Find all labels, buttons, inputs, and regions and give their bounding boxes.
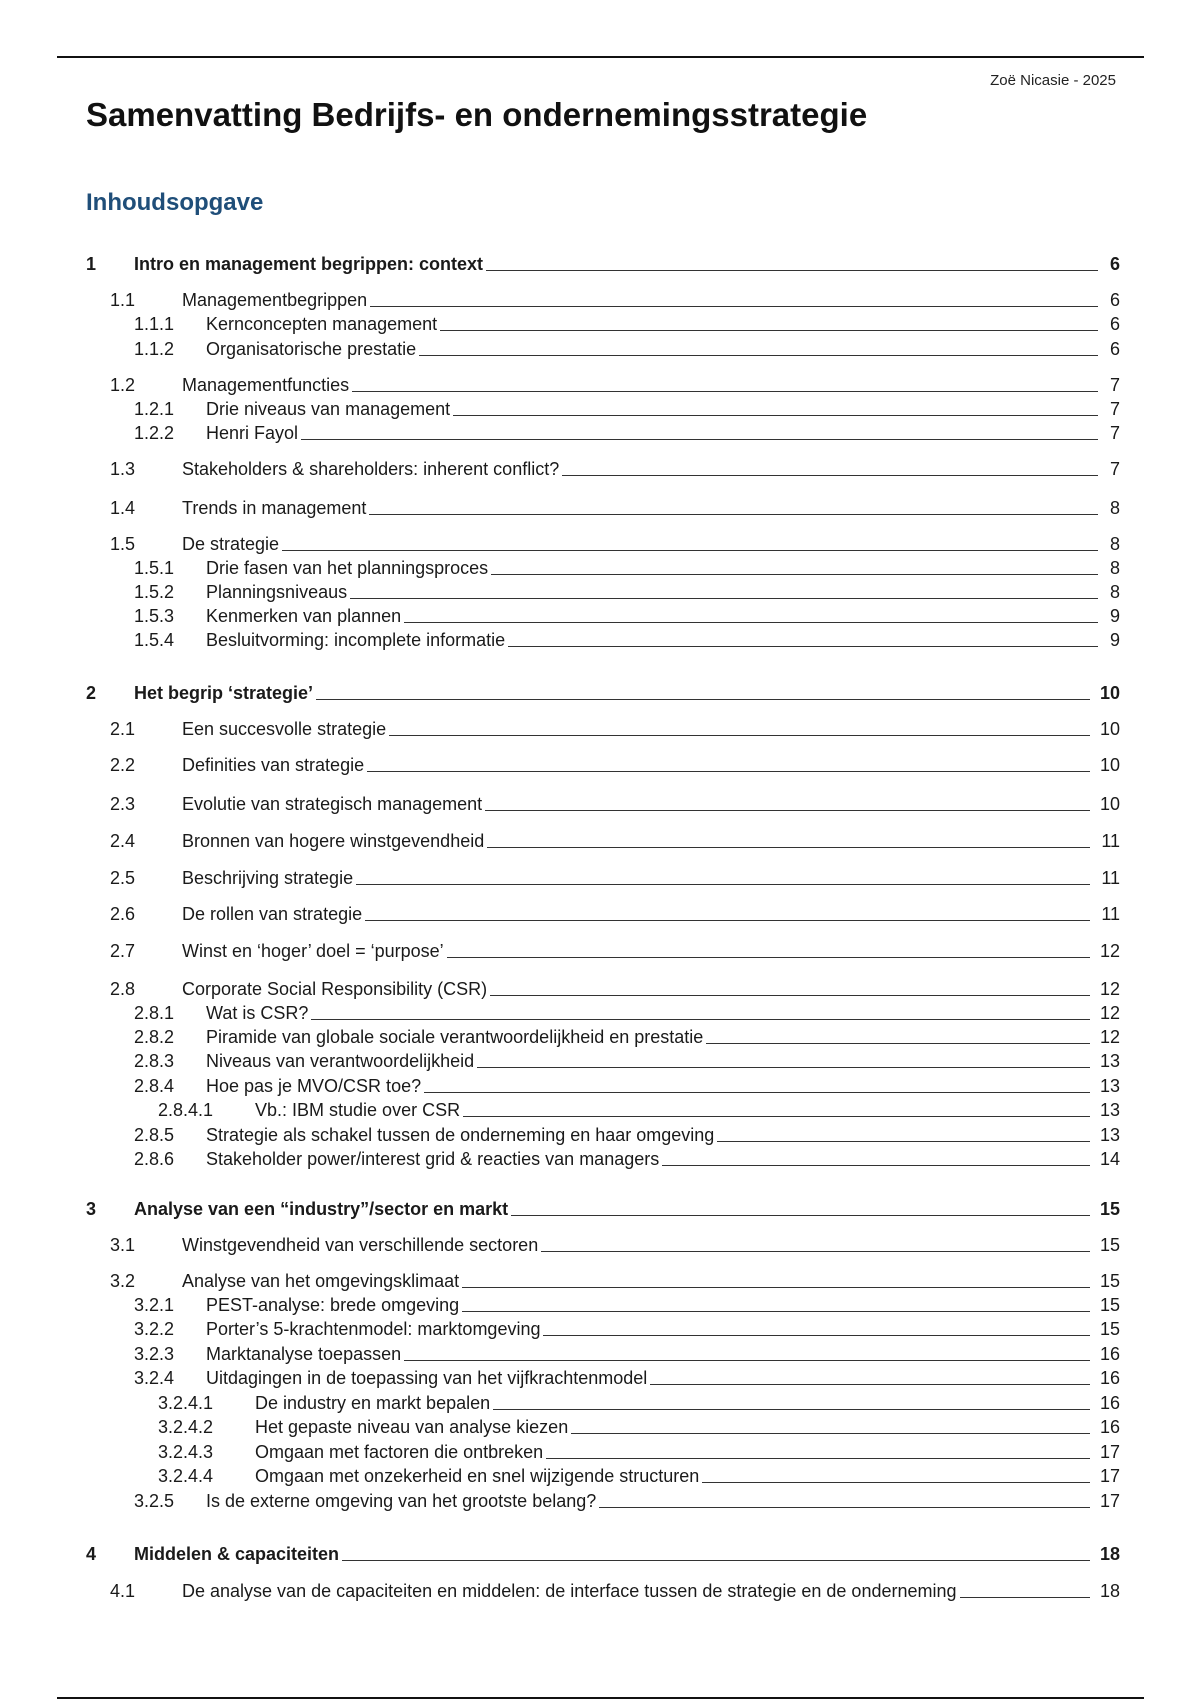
toc-entry[interactable] bbox=[0, 338, 1200, 360]
toc-entry-number: 1.5.4 bbox=[134, 630, 175, 650]
toc-entry-page: 6 bbox=[1109, 314, 1120, 334]
toc-entry[interactable] bbox=[0, 754, 1200, 776]
toc-entry[interactable] bbox=[0, 867, 1200, 889]
toc-entry[interactable] bbox=[0, 1367, 1200, 1389]
toc-entry-title: Marktanalyse toepassen bbox=[206, 1343, 404, 1365]
toc-entry[interactable] bbox=[0, 1441, 1200, 1463]
toc-entry-title: Bronnen van hogere winstgevendheid bbox=[182, 830, 487, 852]
toc-entry-title: Kenmerken van plannen bbox=[206, 605, 404, 627]
toc-entry[interactable] bbox=[0, 422, 1200, 444]
toc-entry-page: 11 bbox=[1101, 904, 1120, 924]
toc-entry-page: 16 bbox=[1099, 1368, 1120, 1388]
toc-entry-title: Winst en ‘hoger’ doel = ‘purpose’ bbox=[182, 940, 447, 962]
top-rule bbox=[57, 56, 1144, 58]
toc-entry-title: Kernconcepten management bbox=[206, 313, 440, 335]
toc-entry-number: 4.1 bbox=[110, 1581, 136, 1601]
toc-entry-page: 8 bbox=[1109, 558, 1120, 578]
toc-entry-number: 1.5.2 bbox=[134, 582, 175, 602]
toc-entry-title: Intro en management begrippen: context bbox=[134, 253, 486, 275]
toc-entry[interactable] bbox=[0, 1026, 1200, 1048]
toc-entry-number: 1.1.2 bbox=[134, 339, 175, 359]
toc-entry-page: 13 bbox=[1099, 1100, 1120, 1120]
toc-entry-title: Analyse van een “industry”/sector en markt bbox=[134, 1198, 511, 1220]
toc-entry-page: 12 bbox=[1099, 1003, 1120, 1023]
toc-entry-page: 13 bbox=[1099, 1125, 1120, 1145]
toc-entry[interactable] bbox=[0, 458, 1200, 480]
toc-entry-number: 4 bbox=[86, 1544, 97, 1564]
toc-entry-title: Stakeholder power/interest grid & reacties van managers bbox=[206, 1148, 662, 1170]
toc-entry-title: Henri Fayol bbox=[206, 422, 301, 444]
toc-entry[interactable] bbox=[0, 1416, 1200, 1438]
toc-entry-page: 14 bbox=[1099, 1149, 1120, 1169]
toc-entry-title: Omgaan met factoren die ontbreken bbox=[255, 1441, 546, 1463]
toc-entry[interactable] bbox=[0, 903, 1200, 925]
toc-entry-page: 11 bbox=[1101, 831, 1120, 851]
toc-entry-title: De analyse van de capaciteiten en middelen: de interface tussen de strategie en de onderneming bbox=[182, 1580, 960, 1602]
toc-entry-page: 7 bbox=[1109, 459, 1120, 479]
toc-entry-number: 2.8.2 bbox=[134, 1027, 175, 1047]
toc-entry-page: 7 bbox=[1109, 375, 1120, 395]
toc-entry-title: Drie niveaus van management bbox=[206, 398, 453, 420]
toc-entry-number: 1.5 bbox=[110, 534, 136, 554]
toc-entry[interactable] bbox=[0, 289, 1200, 311]
toc-entry-title: De rollen van strategie bbox=[182, 903, 365, 925]
toc-entry[interactable] bbox=[0, 557, 1200, 579]
toc-entry-page: 9 bbox=[1109, 606, 1120, 626]
toc-entry[interactable] bbox=[0, 581, 1200, 603]
toc-entry[interactable] bbox=[0, 313, 1200, 335]
toc-entry-page: 10 bbox=[1099, 683, 1120, 703]
toc-entry-title: Winstgevendheid van verschillende sectoren bbox=[182, 1234, 541, 1256]
toc-entry-page: 18 bbox=[1099, 1544, 1120, 1564]
toc-entry-title: Uitdagingen in de toepassing van het vijfkrachtenmodel bbox=[206, 1367, 650, 1389]
toc-entry-number: 1.5.1 bbox=[134, 558, 175, 578]
toc-entry-page: 17 bbox=[1099, 1442, 1120, 1462]
toc-entry[interactable] bbox=[0, 940, 1200, 962]
toc-entry[interactable] bbox=[0, 1580, 1200, 1602]
toc-entry-number: 2.7 bbox=[110, 941, 136, 961]
toc-entry-number: 3.2.2 bbox=[134, 1319, 175, 1339]
toc-entry-title: De industry en markt bepalen bbox=[255, 1392, 493, 1414]
toc-entry-title: Middelen & capaciteiten bbox=[134, 1543, 342, 1565]
toc-entry-title: Porter’s 5-krachtenmodel: marktomgeving bbox=[206, 1318, 543, 1340]
toc-entry[interactable] bbox=[0, 1050, 1200, 1072]
toc-entry[interactable] bbox=[0, 1543, 1200, 1565]
toc-entry-title: Trends in management bbox=[182, 497, 369, 519]
toc-entry-title: Managementbegrippen bbox=[182, 289, 370, 311]
toc-entry-page: 10 bbox=[1099, 794, 1120, 814]
toc-entry-page: 8 bbox=[1109, 582, 1120, 602]
toc-entry-page: 12 bbox=[1099, 941, 1120, 961]
toc-entry[interactable] bbox=[0, 1148, 1200, 1170]
toc-entry-title: Het begrip ‘strategie’ bbox=[134, 682, 316, 704]
toc-entry-number: 3.2.5 bbox=[134, 1491, 175, 1511]
toc-entry-page: 18 bbox=[1099, 1581, 1120, 1601]
toc-entry[interactable] bbox=[0, 1294, 1200, 1316]
toc-entry[interactable] bbox=[0, 1490, 1200, 1512]
toc-entry-number: 2.8.4 bbox=[134, 1076, 175, 1096]
toc-entry-page: 12 bbox=[1099, 979, 1120, 999]
toc-entry-number: 3.2.4.2 bbox=[158, 1417, 214, 1437]
toc-entry-title: Een succesvolle strategie bbox=[182, 718, 389, 740]
toc-entry-page: 16 bbox=[1099, 1393, 1120, 1413]
toc-entry-title: Drie fasen van het planningsproces bbox=[206, 557, 491, 579]
toc-entry-number: 3.1 bbox=[110, 1235, 136, 1255]
toc-entry[interactable] bbox=[0, 253, 1200, 275]
toc-entry-number: 3.2.3 bbox=[134, 1344, 175, 1364]
toc-entry-number: 1 bbox=[86, 254, 97, 274]
toc-entry[interactable] bbox=[0, 1099, 1200, 1121]
toc-entry-title: Wat is CSR? bbox=[206, 1002, 311, 1024]
toc-entry-page: 7 bbox=[1109, 423, 1120, 443]
toc-entry-title: Corporate Social Responsibility (CSR) bbox=[182, 978, 490, 1000]
toc-entry-title: Definities van strategie bbox=[182, 754, 367, 776]
toc-entry[interactable] bbox=[0, 1124, 1200, 1146]
toc-entry-title: Planningsniveaus bbox=[206, 581, 350, 603]
toc-entry-number: 3.2.4 bbox=[134, 1368, 175, 1388]
toc-entry-title: Het gepaste niveau van analyse kiezen bbox=[255, 1416, 571, 1438]
toc-entry[interactable] bbox=[0, 1392, 1200, 1414]
toc-entry-page: 8 bbox=[1109, 534, 1120, 554]
document-title: Samenvatting Bedrijfs- en ondernemingsstrategie bbox=[86, 96, 868, 133]
toc-entry-page: 9 bbox=[1109, 630, 1120, 650]
toc-entry-page: 15 bbox=[1099, 1295, 1120, 1315]
toc-entry[interactable] bbox=[0, 830, 1200, 852]
toc-entry-page: 13 bbox=[1099, 1051, 1120, 1071]
toc-entry-page: 8 bbox=[1109, 498, 1120, 518]
toc-entry-page: 7 bbox=[1109, 399, 1120, 419]
toc-entry-page: 15 bbox=[1099, 1271, 1120, 1291]
toc-entry[interactable] bbox=[0, 978, 1200, 1000]
toc-entry[interactable] bbox=[0, 605, 1200, 627]
toc-entry-number: 2.8.6 bbox=[134, 1149, 175, 1169]
toc-entry-number: 3.2.4.3 bbox=[158, 1442, 214, 1462]
toc-entry-page: 10 bbox=[1099, 719, 1120, 739]
toc-entry-page: 17 bbox=[1099, 1466, 1120, 1486]
toc-entry[interactable] bbox=[0, 497, 1200, 519]
toc-entry-title: Vb.: IBM studie over CSR bbox=[255, 1099, 463, 1121]
toc-entry-title: Besluitvorming: incomplete informatie bbox=[206, 629, 508, 651]
toc-entry-title: Evolutie van strategisch management bbox=[182, 793, 485, 815]
toc-entry-page: 12 bbox=[1099, 1027, 1120, 1047]
toc-entry-page: 13 bbox=[1099, 1076, 1120, 1096]
toc-entry-title: Managementfuncties bbox=[182, 374, 352, 396]
toc-entry-number: 1.2 bbox=[110, 375, 136, 395]
toc-entry-number: 1.2.2 bbox=[134, 423, 175, 443]
toc-entry[interactable] bbox=[0, 1343, 1200, 1365]
author-label: Zoë Nicasie - 2025 bbox=[990, 72, 1116, 89]
toc-entry[interactable] bbox=[0, 1234, 1200, 1256]
toc-entry-page: 10 bbox=[1099, 755, 1120, 775]
toc-entry-number: 3.2.4.4 bbox=[158, 1466, 214, 1486]
toc-entry-number: 2.5 bbox=[110, 868, 136, 888]
toc-entry-number: 3 bbox=[86, 1199, 97, 1219]
toc-leader-line bbox=[182, 550, 1098, 551]
toc-entry[interactable] bbox=[0, 1270, 1200, 1292]
toc-heading: Inhoudsopgave bbox=[86, 189, 264, 216]
toc-entry-page: 15 bbox=[1099, 1319, 1120, 1339]
toc-entry-title: Niveaus van verantwoordelijkheid bbox=[206, 1050, 477, 1072]
toc-entry-number: 2.1 bbox=[110, 719, 136, 739]
bottom-rule bbox=[57, 1697, 1144, 1699]
toc-entry[interactable] bbox=[0, 1318, 1200, 1340]
toc-entry[interactable] bbox=[0, 1075, 1200, 1097]
toc-entry-number: 2.6 bbox=[110, 904, 136, 924]
toc-entry-page: 17 bbox=[1099, 1491, 1120, 1511]
toc-entry[interactable] bbox=[0, 793, 1200, 815]
toc-entry-number: 2.3 bbox=[110, 794, 136, 814]
toc-entry-page: 6 bbox=[1109, 254, 1120, 274]
toc-entry-number: 1.2.1 bbox=[134, 399, 175, 419]
toc-entry-number: 2.8.1 bbox=[134, 1003, 175, 1023]
toc-entry-number: 1.5.3 bbox=[134, 606, 175, 626]
toc-entry-number: 2.8.4.1 bbox=[158, 1100, 214, 1120]
toc-entry-page: 15 bbox=[1099, 1199, 1120, 1219]
toc-entry-title: Omgaan met onzekerheid en snel wijzigende structuren bbox=[255, 1465, 702, 1487]
toc-entry-title: Analyse van het omgevingsklimaat bbox=[182, 1270, 462, 1292]
toc-entry[interactable] bbox=[0, 1198, 1200, 1220]
toc-entry-number: 3.2 bbox=[110, 1271, 136, 1291]
toc-entry-number: 2 bbox=[86, 683, 97, 703]
toc-entry[interactable] bbox=[0, 629, 1200, 651]
toc-entry[interactable] bbox=[0, 682, 1200, 704]
toc-entry-page: 16 bbox=[1099, 1344, 1120, 1364]
toc-entry-number: 2.8 bbox=[110, 979, 136, 999]
toc-entry-title: PEST-analyse: brede omgeving bbox=[206, 1294, 462, 1316]
toc-entry-title: Hoe pas je MVO/CSR toe? bbox=[206, 1075, 424, 1097]
toc-entry[interactable] bbox=[0, 1002, 1200, 1024]
toc-entry-title: Piramide van globale sociale verantwoordelijkheid en prestatie bbox=[206, 1026, 706, 1048]
toc-leader-line bbox=[206, 439, 1098, 440]
toc-entry[interactable] bbox=[0, 718, 1200, 740]
toc-entry-number: 3.2.4.1 bbox=[158, 1393, 214, 1413]
toc-entry[interactable] bbox=[0, 374, 1200, 396]
toc-entry-page: 15 bbox=[1099, 1235, 1120, 1255]
toc-entry-page: 6 bbox=[1109, 290, 1120, 310]
toc-entry[interactable] bbox=[0, 1465, 1200, 1487]
toc-entry-number: 1.1.1 bbox=[134, 314, 175, 334]
toc-entry-number: 1.3 bbox=[110, 459, 136, 479]
toc-entry-title: Is de externe omgeving van het grootste belang? bbox=[206, 1490, 599, 1512]
toc-entry-title: De strategie bbox=[182, 533, 282, 555]
toc-entry-number: 2.2 bbox=[110, 755, 136, 775]
toc-entry-number: 2.8.5 bbox=[134, 1125, 175, 1145]
toc-entry-page: 11 bbox=[1101, 868, 1120, 888]
toc-entry-number: 1.4 bbox=[110, 498, 136, 518]
toc-entry-title: Strategie als schakel tussen de onderneming en haar omgeving bbox=[206, 1124, 717, 1146]
toc-entry-number: 2.4 bbox=[110, 831, 136, 851]
toc-entry-title: Stakeholders & shareholders: inherent conflict? bbox=[182, 458, 562, 480]
toc-entry-page: 6 bbox=[1109, 339, 1120, 359]
toc-leader-line bbox=[206, 1019, 1090, 1020]
toc-entry-number: 1.1 bbox=[110, 290, 136, 310]
toc-entry-page: 16 bbox=[1099, 1417, 1120, 1437]
toc-entry-number: 3.2.1 bbox=[134, 1295, 175, 1315]
toc-entry[interactable] bbox=[0, 398, 1200, 420]
toc-entry-title: Beschrijving strategie bbox=[182, 867, 356, 889]
toc-entry[interactable] bbox=[0, 533, 1200, 555]
toc-entry-title: Organisatorische prestatie bbox=[206, 338, 419, 360]
toc-entry-number: 2.8.3 bbox=[134, 1051, 175, 1071]
